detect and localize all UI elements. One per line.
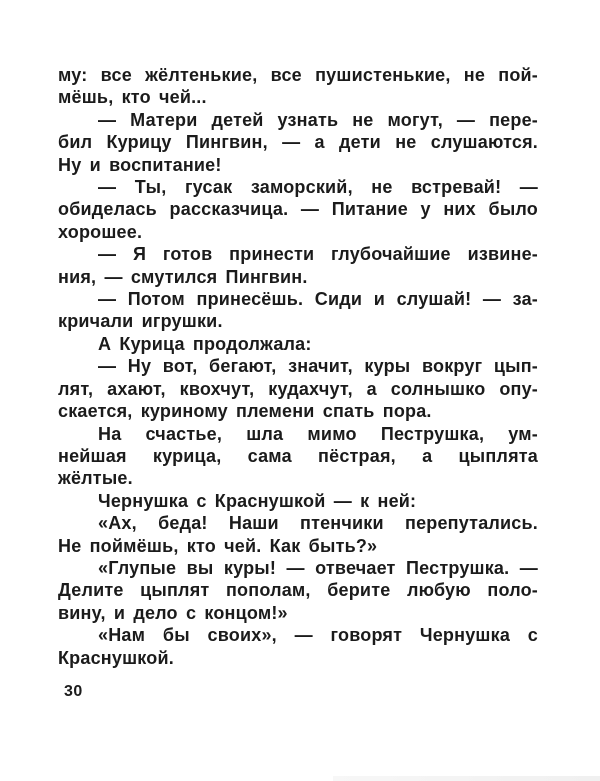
text-line: кричали игрушки. [58,311,223,332]
text-line: — Я готов принести глубочайшие извине- [98,244,538,265]
text-line: Краснушкой. [58,647,174,668]
text-line: — Матери детей узнать не могут, — пере- [98,109,538,130]
text-line: ния, — смутился Пингвин. [58,266,308,287]
text-line: «Нам бы своих», — говорят Чернушка с [98,625,538,646]
text-line: Ну и воспитание! [58,154,222,175]
text-line: вину, и дело с концом!» [58,602,288,623]
text-line: скается, куриному племени спать пора. [58,401,432,422]
text-line: А Курица продолжала: [98,333,312,354]
page-edge-shadow [333,776,600,781]
text-line: лят, ахают, квохчут, кудахчут, а солнышко опу- [58,378,538,399]
page-number: 30 [64,683,83,700]
text-line: Не поймёшь, кто чей. Как быть?» [58,535,378,556]
text-line: — Ну вот, бегают, значит, куры вокруг цып- [98,356,538,377]
text-line: — Потом принесёшь. Сиди и слушай! — за- [98,289,538,310]
text-block [58,64,538,669]
text-line: нейшая курица, сама пёстрая, а цыплята [58,445,538,466]
text-line: — Ты, гусак заморский, не встревай! — [98,177,538,198]
text-line: му: все жёлтенькие, все пушистенькие, не пой- [58,65,538,85]
text-line: жёлтые. [58,468,133,489]
text-line: На счастье, шла мимо Пеструшка, ум- [98,423,538,444]
text-line: бил Курицу Пингвин, — а дети не слушаются. [58,132,538,153]
text-line: хорошее. [58,221,143,242]
text-line: «Ах, беда! Наши птенчики перепутались. [98,513,538,534]
text-line: мёшь, кто чей... [58,87,207,108]
text-line: обиделась рассказчица. — Питание у них было [58,199,538,220]
text-line: «Глупые вы куры! — отвечает Пеструшка. — [98,557,538,578]
text-line: Чернушка с Краснушкой — к ней: [98,490,417,511]
text-line: Делите цыплят пополам, берите любую поло- [58,580,538,601]
